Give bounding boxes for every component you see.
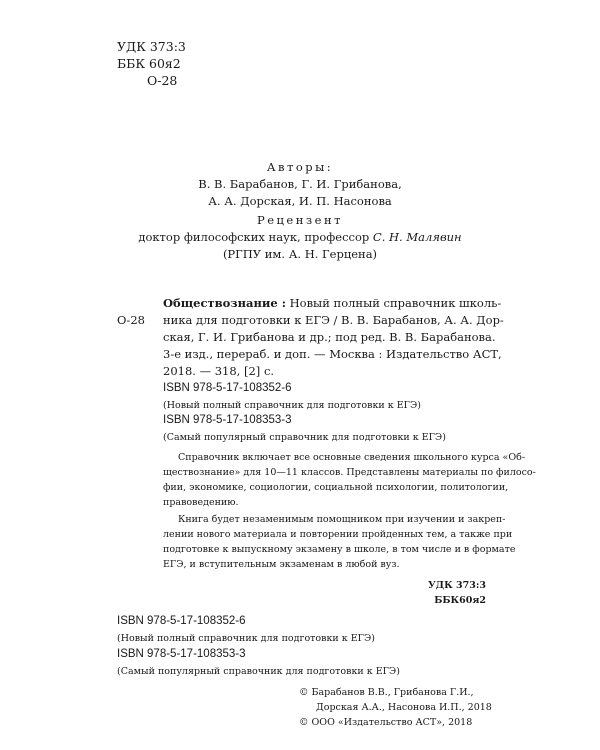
reviewer-heading: Рецензент bbox=[256, 213, 343, 227]
catalog-isbn-2-note: (Самый популярный справочник для подготовки к ЕГЭ) bbox=[163, 432, 446, 443]
bottom-isbn-2-note: (Самый популярный справочник для подготовки к ЕГЭ) bbox=[117, 666, 400, 677]
catalog-line-4: 3-е изд., перераб. и доп. — Москва : Издательство АСТ, bbox=[163, 347, 502, 361]
catalog-line-5: 2018. — 318, [2] с. bbox=[163, 364, 275, 378]
annotation-p1-line-4: правоведению. bbox=[163, 497, 239, 508]
book-subtitle-start: Новый полный справочник школь- bbox=[285, 296, 502, 310]
bottom-isbn-1: ISBN 978-5-17-108352-6 bbox=[117, 615, 246, 627]
udk-code: УДК 373:3 bbox=[117, 39, 186, 54]
catalog-line-1 bbox=[163, 296, 501, 310]
annotation-p1-line-3: фии, экономике, социологии, социальной психологии, политологии, bbox=[163, 482, 509, 493]
annotation-p2-line-2: лении нового материала и повторении пройденных тем, а также при bbox=[163, 529, 513, 540]
authors-line-2: А. А. Дорская, И. П. Насонова bbox=[208, 194, 392, 208]
copyright-authors: © Барабанов В.В., Грибанова Г.И., bbox=[299, 687, 474, 698]
bottom-isbn-2: ISBN 978-5-17-108353-3 bbox=[117, 648, 246, 660]
annotation-p2-line-4: ЕГЭ, и вступительным экзаменам в любой вуз. bbox=[163, 559, 400, 570]
catalog-code: О-28 bbox=[117, 313, 145, 327]
reviewer-name: С. Н. Малявин bbox=[372, 230, 462, 244]
annotation-p2-line-3: подготовке к выпускному экзамену в школе, в том числе и в формате bbox=[163, 544, 516, 555]
copyright-publisher: © ООО «Издательство АСТ», 2018 bbox=[299, 717, 473, 728]
reviewer-title: доктор философских наук, профессор bbox=[138, 230, 373, 244]
catalog-line-2: ника для подготовки к ЕГЭ / В. В. Барабанов, А. А. Дор- bbox=[163, 313, 504, 327]
catalog-isbn-2: ISBN 978-5-17-108353-3 bbox=[163, 414, 292, 426]
bottom-isbn-1-note: (Новый полный справочник для подготовки к ЕГЭ) bbox=[117, 633, 375, 644]
copyright-authors-cont: Дорская А.А., Насонова И.П., 2018 bbox=[316, 702, 492, 713]
footer-bbk-code: ББК60я2 bbox=[434, 595, 486, 606]
authors-line-1: В. В. Барабанов, Г. И. Грибанова, bbox=[198, 177, 402, 191]
book-title: Обществознание : bbox=[163, 296, 286, 310]
annotation-p2-line-1: Книга будет незаменимым помощником при изучении и закреп- bbox=[178, 514, 506, 525]
author-sign-code: О-28 bbox=[147, 73, 178, 88]
annotation-p1-line-2: ществознание» для 10—11 классов. Представлены материалы по филосо- bbox=[163, 467, 536, 478]
authors-heading: Авторы: bbox=[266, 160, 334, 174]
catalog-isbn-1: ISBN 978-5-17-108352-6 bbox=[163, 382, 292, 394]
annotation-p1-line-1: Справочник включает все основные сведения школьного курса «Об- bbox=[178, 452, 526, 463]
footer-udk-code: УДК 373:3 bbox=[427, 580, 486, 591]
reviewer-line-2: (РГПУ им. А. Н. Герцена) bbox=[222, 247, 378, 261]
reviewer-line-1 bbox=[0, 230, 600, 244]
bbk-code: ББК 60я2 bbox=[117, 56, 181, 71]
catalog-isbn-1-note: (Новый полный справочник для подготовки к ЕГЭ) bbox=[163, 400, 421, 411]
catalog-line-3: ская, Г. И. Грибанова и др.; под ред. В. В. Барабанова. bbox=[163, 330, 496, 344]
